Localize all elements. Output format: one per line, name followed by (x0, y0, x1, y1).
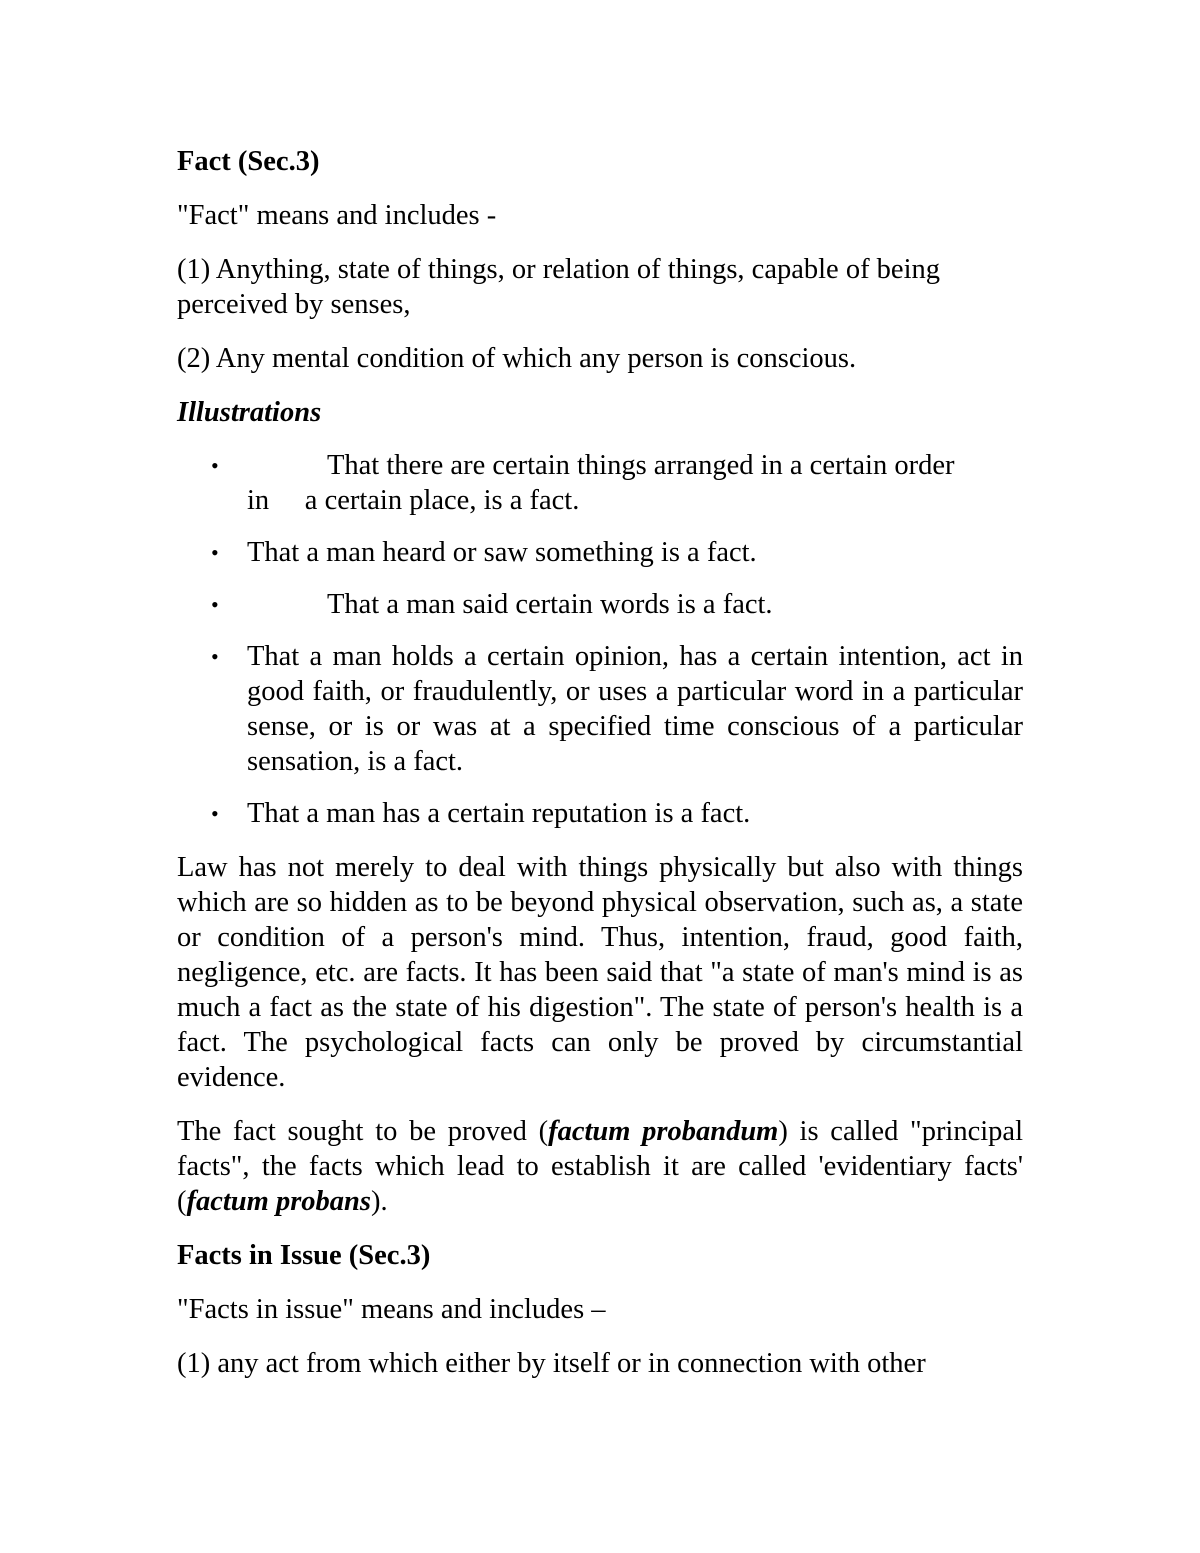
page-content (177, 144, 1023, 1400)
bullet-icon: • (211, 592, 219, 617)
list-item-text: That a man heard or saw something is a fact. (247, 537, 757, 568)
bullet-icon: • (211, 801, 219, 826)
list-item-text: That a man has a certain reputation is a fact. (247, 798, 751, 829)
illustrations-list (177, 448, 1023, 831)
list-item (177, 639, 1023, 779)
list-item (177, 535, 1023, 570)
law-paragraph: Law has not merely to deal with things physically but also with things which are so hidden as to be beyond physical observation, such as, a state or condition of a person's mind. Thus, intention, fraud, good faith, negligence, etc. are facts. It has been said that "a state of man's mind is as much a fact as the state of his digestion". The state of person's health is a fact. The psychological facts can only be proved by circumstantial evidence. (177, 852, 1023, 1093)
fact-definition-1: (1) Anything, state of things, or relation of things, capable of being perceived by senses, (177, 254, 941, 320)
list-item (177, 448, 1023, 518)
fact-intro: "Fact" means and includes - (177, 200, 497, 231)
section-heading-facts-in-issue: Facts in Issue (Sec.3) (177, 1240, 431, 1271)
list-item (177, 796, 1023, 831)
facts-in-issue-definition-1: (1) any act from which either by itself or in connection with other (177, 1348, 926, 1379)
fact-definition-2: (2) Any mental condition of which any person is conscious. (177, 343, 857, 374)
illustrations-heading: Illustrations (177, 397, 322, 428)
bullet-icon: • (211, 644, 219, 669)
list-item-line: in a certain place, is a fact. (247, 485, 580, 516)
text-span: ) is called "principal facts", the facts which lead to establish it are called 'evidentiary facts' ( (177, 1116, 1023, 1217)
text-span: The fact sought to be proved ( (177, 1116, 549, 1147)
section-heading-fact: Fact (Sec.3) (177, 146, 320, 177)
list-item-text: That a man said certain words is a fact. (327, 589, 773, 620)
facts-in-issue-intro: "Facts in issue" means and includes – (177, 1294, 606, 1325)
bullet-icon: • (211, 540, 219, 565)
list-item-text: That a man holds a certain opinion, has a certain intention, act in good faith, or fraudulently, or uses a particular word in a particular sense, or is or was at a specified time conscious of a particular sensation, is a fact. (247, 641, 1023, 777)
latin-term: factum probandum (548, 1116, 779, 1147)
text-span: ). (371, 1186, 388, 1217)
principal-facts-paragraph (177, 1114, 1023, 1219)
latin-term: factum probans (186, 1186, 371, 1217)
list-item (177, 587, 1023, 622)
bullet-icon: • (211, 453, 219, 478)
list-item-line: That there are certain things arranged in a certain order (327, 450, 955, 481)
